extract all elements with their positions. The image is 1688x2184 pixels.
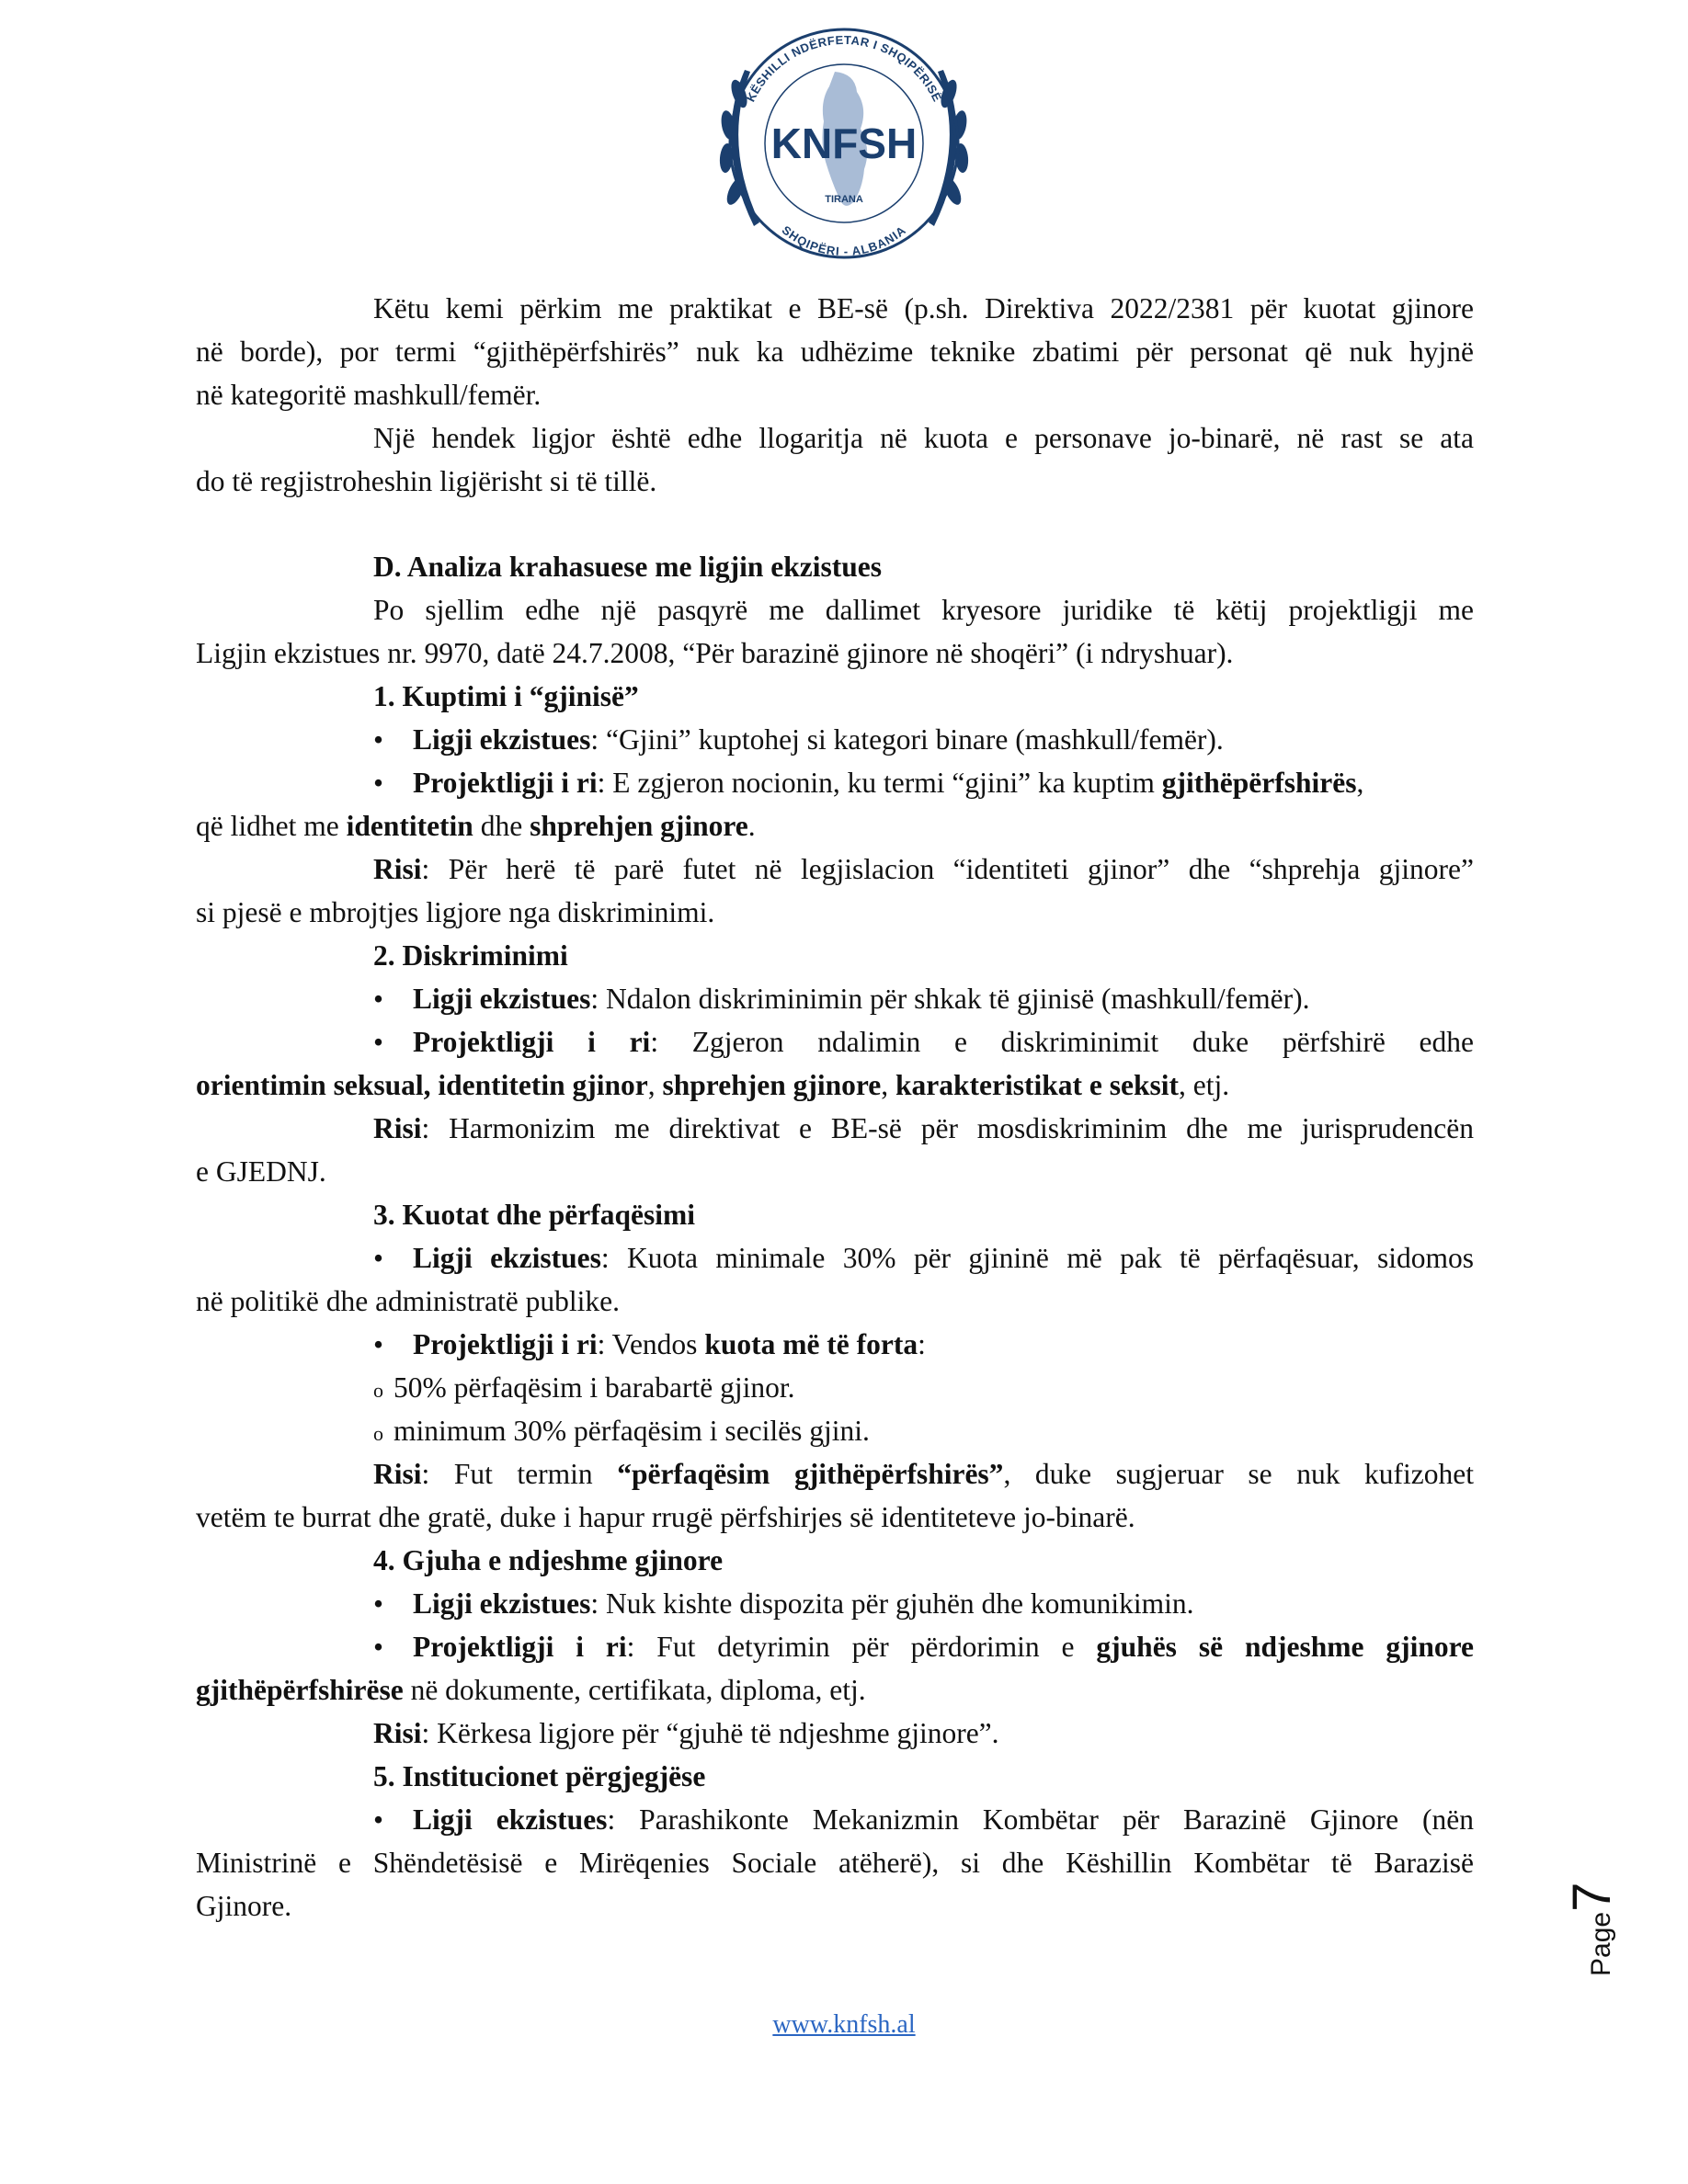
text-run: : Harmonizim me direktivat e BE-së për mosdiskriminim dhe me jurisprudencën (421, 1112, 1474, 1144)
text-run: : Për herë të parë futet në legjislacion “identiteti gjinor” dhe “shprehja gjinore” (421, 853, 1474, 885)
label-new: Projektligji i ri (413, 1026, 651, 1058)
text-run: minimum 30% përfaqësim i secilës gjini. (393, 1415, 870, 1447)
bullet-icon: • (373, 723, 384, 756)
paragraph-line: Këtu kemi përkim me praktikat e BE-së (p.sh. Direktiva 2022/2381 për kuotat gjinore (373, 292, 1474, 324)
section-title (196, 545, 1474, 588)
text-run: në dokumente, certifikata, diploma, etj. (403, 1674, 866, 1706)
bullet-item (196, 1625, 1474, 1668)
text-run: : E zgjeron nocionin, ku termi “gjini” ka kuptim (597, 767, 1162, 799)
novelty-line (196, 1452, 1474, 1496)
text-run: : Vendos (597, 1328, 705, 1360)
circle-bullet-icon: o (373, 1379, 383, 1402)
text-run: , (881, 1069, 895, 1101)
bullet-icon: • (373, 1631, 384, 1663)
footer (0, 2010, 1688, 2040)
label-new: Projektligji i ri (413, 767, 598, 799)
label-novelty: Risi (373, 1717, 422, 1749)
paragraph-line: vetëm te burrat dhe gratë, duke i hapur rrugë përfshirjes së identiteteve jo-binarë. (196, 1501, 1135, 1533)
subsection-title (196, 1755, 1474, 1798)
text-run: : (918, 1328, 926, 1360)
bold-text: gjithëpërfshirës (1161, 767, 1357, 799)
label-novelty: Risi (373, 853, 422, 885)
text-run: : Zgjeron ndalimin e diskriminimit duke përfshirë edhe (650, 1026, 1474, 1058)
bold-text: identitetin (346, 810, 473, 842)
subsection-title-text: 4. Gjuha e ndjeshme gjinore (373, 1544, 724, 1576)
bullet-icon: • (373, 1328, 384, 1360)
label-existing: Ligji ekzistues (413, 983, 591, 1015)
logo-seal-icon (697, 6, 991, 272)
bullet-icon: • (373, 983, 384, 1015)
subsection-title-text: 3. Kuotat dhe përfaqësimi (373, 1199, 695, 1231)
text-run: që lidhet me (196, 810, 347, 842)
bullet-item (196, 761, 1474, 804)
bullet-item (196, 1582, 1474, 1625)
label-existing: Ligji ekzistues (413, 1587, 591, 1620)
bold-text: “përfaqësim gjithëpërfshirës” (617, 1458, 1004, 1490)
text-run: 50% përfaqësim i barabartë gjinor. (393, 1371, 795, 1404)
page-label: Page (1586, 1911, 1616, 1976)
paragraph-line (196, 1064, 1474, 1107)
subsection-title-text: 1. Kuptimi i “gjinisë” (373, 680, 639, 712)
bold-text: kuota më të forta (704, 1328, 918, 1360)
paragraph-line: Ligjin ekzistues nr. 9970, datë 24.7.2008, “Për barazinë gjinore në shoqëri” (i ndryshuar). (196, 637, 1234, 669)
sub-bullet-item (196, 1366, 1474, 1409)
bullet-item (196, 977, 1474, 1020)
label-existing: Ligji ekzistues (413, 1242, 601, 1274)
logo-ring-text-top: KËSHILLI NDËRFETAR I SHQIPËRISË (743, 32, 945, 105)
text-run: , (647, 1069, 663, 1101)
page-number (1563, 1829, 1622, 1976)
label-new: Projektligji i ri (413, 1631, 627, 1663)
subsection-title-text: 5. Institucionet përgjegjëse (373, 1760, 706, 1792)
document-body (196, 287, 1474, 1928)
subsection-title-text: 2. Diskriminimi (373, 939, 568, 972)
novelty-line (196, 847, 1474, 891)
section-title-text: D. Analiza krahasuese me ligjin ekzistues (373, 551, 883, 583)
bold-text: shprehjen gjinore (530, 810, 748, 842)
bold-text: gjithëpërfshirëse (196, 1674, 404, 1706)
page-number-value: 7 (1562, 1882, 1622, 1912)
paragraph-line: e GJEDNJ. (196, 1155, 326, 1188)
circle-bullet-icon: o (373, 1422, 383, 1445)
text-run: dhe (473, 810, 530, 842)
logo-city-text: TIRANA (825, 194, 863, 205)
novelty-line (196, 1712, 1474, 1755)
logo-monogram: KNFSH (770, 119, 918, 167)
paragraph-line: Gjinore. (196, 1890, 292, 1922)
subsection-title (196, 1193, 1474, 1236)
bold-text: gjuhës së ndjeshme gjinore (1096, 1631, 1474, 1663)
bold-text: shprehjen gjinore (662, 1069, 882, 1101)
paragraph-line: Ministrinë e Shëndetësisë e Mirëqenies Sociale atëherë), si dhe Këshillin Kombëtar të Barazisë (196, 1847, 1474, 1879)
bullet-item (196, 1323, 1474, 1366)
subsection-title (196, 1539, 1474, 1582)
text-run: , etj. (1178, 1069, 1230, 1101)
bullet-icon: • (373, 767, 384, 799)
logo-ring-text-bottom: SHQIPËRI - ALBANIA (779, 222, 909, 259)
novelty-line (196, 1107, 1474, 1150)
text-run: : Kërkesa ligjore për “gjuhë të ndjeshme gjinore”. (421, 1717, 999, 1749)
sub-bullet-item (196, 1409, 1474, 1452)
text-run: : Parashikonte Mekanizmin Kombëtar për Barazinë Gjinore (nën (607, 1803, 1474, 1836)
laurel-right-icon (929, 70, 969, 226)
subsection-title (196, 675, 1474, 718)
text-run: : Nuk kishte dispozita për gjuhën dhe komunikimin. (590, 1587, 1194, 1620)
bullet-icon: • (373, 1587, 384, 1620)
label-novelty: Risi (373, 1112, 422, 1144)
paragraph-line: në politikë dhe administratë publike. (196, 1285, 621, 1317)
bullet-icon: • (373, 1803, 384, 1836)
text-run: : “Gjini” kuptohej si kategori binare (mashkull/femër). (590, 723, 1224, 756)
paragraph-line: në borde), por termi “gjithëpërfshirës” nuk ka udhëzime teknike zbatimi për personat që nuk hyjnë (196, 336, 1474, 368)
label-new: Projektligji i ri (413, 1328, 598, 1360)
bold-text: karakteristikat e seksit (895, 1069, 1179, 1101)
label-existing: Ligji ekzistues (413, 723, 591, 756)
paragraph-line: si pjesë e mbrojtjes ligjore nga diskriminimi. (196, 896, 715, 928)
knfsh-logo (697, 6, 991, 272)
bullet-item (196, 1798, 1474, 1841)
text-run: , (1356, 767, 1364, 799)
text-run: . (747, 810, 756, 842)
label-existing: Ligji ekzistues (413, 1803, 608, 1836)
bullet-item (196, 1236, 1474, 1280)
bold-text: orientimin seksual, identitetin gjinor (196, 1069, 648, 1101)
paragraph-line: Një hendek ligjor është edhe llogaritja në kuota e personave jo-binarë, në rast se ata (373, 422, 1474, 454)
paragraph-line (196, 804, 1474, 847)
text-run: , duke sugjeruar se nuk kufizohet (1003, 1458, 1474, 1490)
paragraph-line: Po sjellim edhe një pasqyrë me dallimet kryesore juridike të këtij projektligji me (373, 594, 1474, 626)
paragraph-line (196, 1668, 1474, 1712)
paragraph-line: do të regjistroheshin ligjërisht si të tillë. (196, 465, 657, 497)
text-run: : Ndalon diskriminimin për shkak të gjinisë (mashkull/femër). (590, 983, 1310, 1015)
bullet-icon: • (373, 1242, 384, 1274)
bullet-item (196, 718, 1474, 761)
label-novelty: Risi (373, 1458, 422, 1490)
text-run: : Fut termin (421, 1458, 618, 1490)
text-run: : Kuota minimale 30% për gjininë më pak të përfaqësuar, sidomos (600, 1242, 1474, 1274)
subsection-title (196, 934, 1474, 977)
bullet-item (196, 1020, 1474, 1064)
bullet-icon: • (373, 1026, 384, 1058)
paragraph-line: në kategoritë mashkull/femër. (196, 379, 542, 411)
website-link[interactable]: www.knfsh.al (772, 2010, 916, 2039)
text-run: : Fut detyrimin për përdorimin e (626, 1631, 1097, 1663)
